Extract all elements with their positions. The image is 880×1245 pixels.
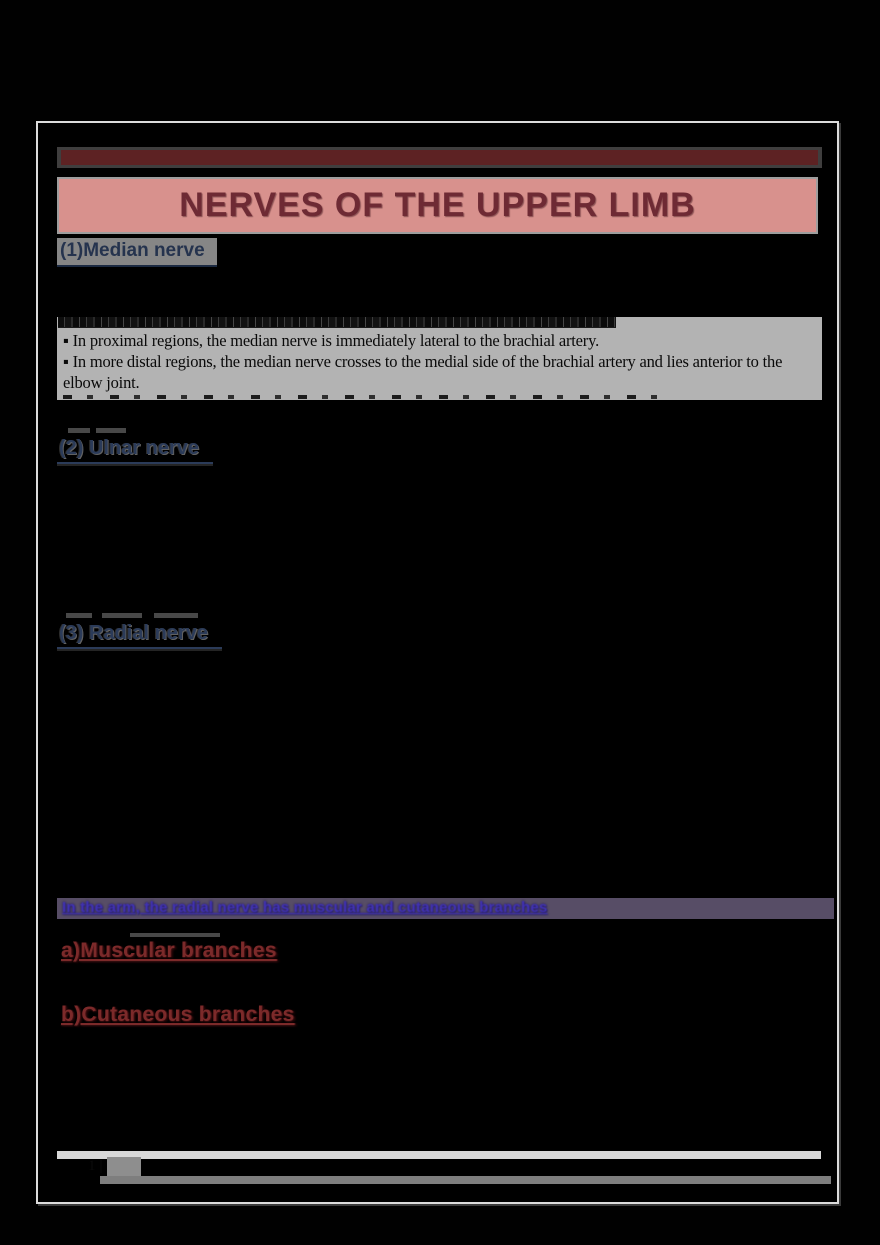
text-artifact	[130, 933, 220, 937]
footer-page-indicator	[88, 1157, 141, 1176]
document-page	[36, 121, 839, 1204]
footer-page-word-highlight	[107, 1157, 141, 1176]
radial-highlight-text: In the arm, the radial nerve has muscular and cutaneous branches	[62, 899, 548, 916]
section-heading-median-nerve: (1)Median nerve	[57, 238, 217, 267]
top-decoration-strip	[57, 147, 822, 168]
text-artifact	[102, 613, 142, 618]
bullet-proximal-regions: ▪ In proximal regions, the median nerve is immediately lateral to the brachial artery.	[63, 331, 600, 350]
subheading-cutaneous-branches: b)Cutaneous branches	[61, 1003, 295, 1026]
footer-divider	[57, 1151, 821, 1159]
page-title: NERVES OF THE UPPER LIMB	[179, 186, 696, 224]
footer-separator: |	[99, 1158, 103, 1174]
top-maroon-bar	[61, 150, 818, 165]
text-artifact	[68, 428, 90, 433]
text-artifact	[96, 428, 126, 433]
redacted-text-line	[58, 317, 616, 328]
bullet-distal-regions: ▪ In more distal regions, the median nerve crosses to the medial side of the brachial artery and lies anterior to the elbow joint.	[63, 352, 783, 392]
title-banner	[57, 177, 818, 234]
section-heading-ulnar-nerve: (2) Ulnar nerve	[57, 436, 213, 464]
radial-highlight-bar	[57, 898, 834, 919]
text-artifact	[154, 613, 198, 618]
text-artifact	[66, 613, 92, 618]
section-heading-radial-nerve: (3) Radial nerve	[57, 621, 222, 649]
median-info-box	[57, 317, 822, 400]
clipped-text-fragments	[63, 395, 660, 399]
subheading-muscular-branches: a)Muscular branches	[61, 939, 277, 962]
footer-page-number: 1	[88, 1158, 96, 1174]
footer-highlight-bar	[100, 1176, 831, 1184]
